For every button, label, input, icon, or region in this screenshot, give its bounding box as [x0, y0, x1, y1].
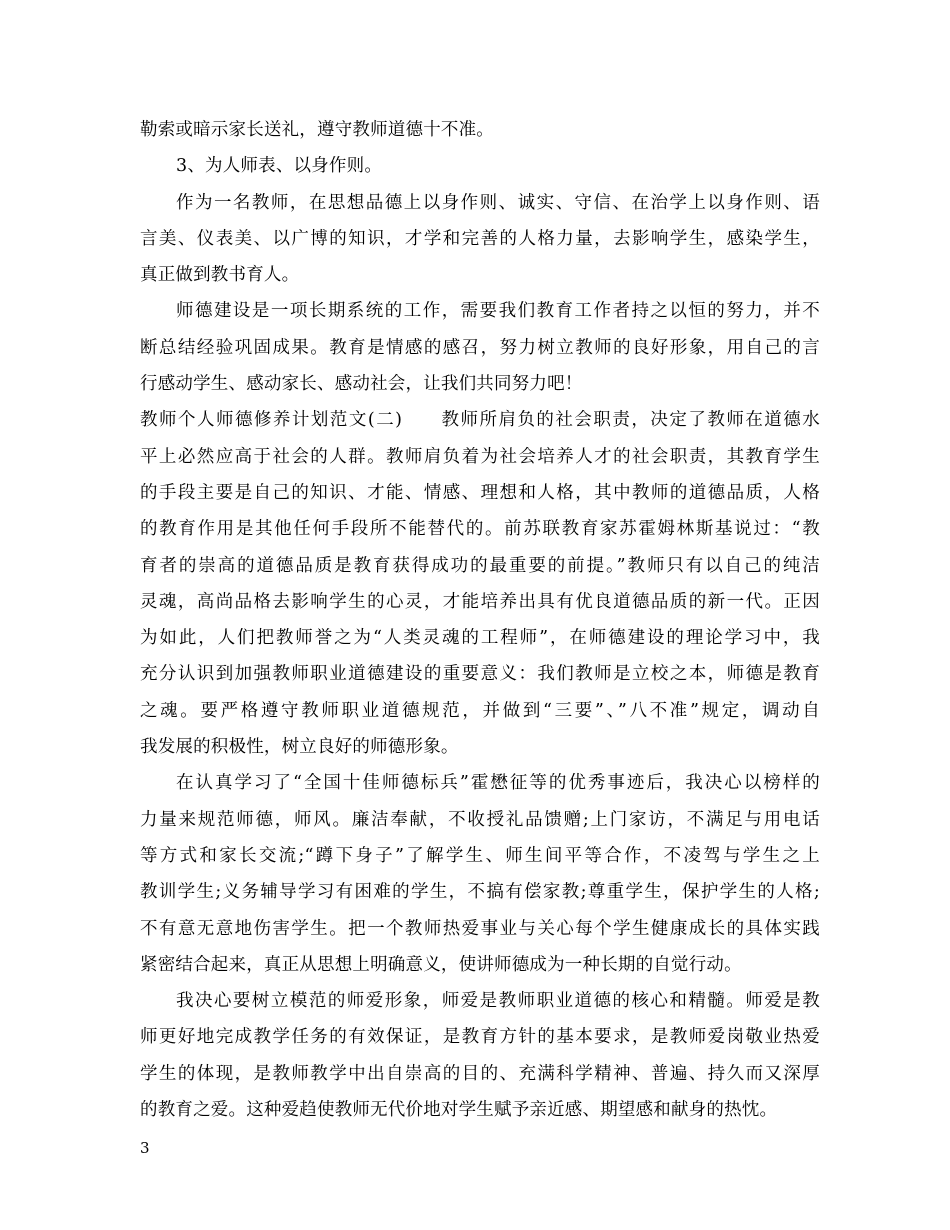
- text-line: 作为一名教师，在思想品德上以身作则、诚实、守信、在治学上以身作则、语: [176, 192, 820, 213]
- text-line: 充分认识到加强教师职业道德建设的重要意义：我们教师是立校之本，师德是教育: [140, 664, 820, 685]
- text-line: 的手段主要是自己的知识、才能、情感、理想和人格，其中教师的道德品质，人格: [140, 482, 820, 503]
- text-line: 平上必然应高于社会的人群。教师肩负着为社会培养人才的社会职责，其教育学生: [140, 446, 820, 467]
- page-number: 3: [140, 1139, 150, 1157]
- text-line: 勒索或暗示家长送礼，遵守教师道德十不准。: [140, 120, 494, 140]
- text-line: 真正做到教书育人。: [140, 265, 300, 286]
- text-line: 言美、仪表美、以广博的知识，才学和完善的人格力量，去影响学生，感染学生，: [140, 228, 820, 249]
- text-line: 断总结经验巩固成果。教育是情感的感召，努力树立教师的良好形象，用自己的言: [140, 337, 820, 358]
- text-line: 灵魂，高尚品格去影响学生的心灵，才能培养出具有优良道德品质的新一代。正因: [140, 591, 820, 612]
- text-line: 学生的体现，是教师教学中出自崇高的目的、充满科学精神、普遍、持久而又深厚: [140, 1063, 820, 1084]
- text-line: 师德建设是一项长期系统的工作，需要我们教育工作者持之以恒的努力，并不: [176, 301, 820, 322]
- text-line: 3、为人师表、以身作则。: [176, 156, 383, 177]
- text-line: 的教育之爱。这种爱趋使教师无代价地对学生赋予亲近感、期望感和献身的热忱。: [140, 1100, 778, 1121]
- text-line: 力量来规范师德，师风。廉洁奉献，不收授礼品馈赠;上门家访，不满足与用电话: [140, 809, 820, 830]
- text-line: 紧密结合起来，真正从思想上明确意义，使讲师德成为一种长期的自觉行动。: [140, 954, 742, 975]
- text-line: 教训学生;义务辅导学习有困难的学生，不搞有偿家教;尊重学生，保护学生的人格;: [140, 882, 820, 903]
- text-line: 行感动学生、感动家长、感动社会，让我们共同努力吧！: [140, 374, 583, 395]
- text-line: 在认真学习了“全国十佳师德标兵”霍懋征等的优秀事迹后，我决心以榜样的: [176, 773, 820, 794]
- text-line: 育者的崇高的道德品质是教育获得成功的最重要的前提。”教师只有以自己的纯洁: [140, 555, 820, 576]
- text-line: 我发展的积极性，树立良好的师德形象。: [140, 737, 459, 758]
- text-line: 之魂。要严格遵守教师职业道德规范，并做到“三要”、”八不准”规定，调动自: [140, 700, 820, 721]
- document-body: [140, 112, 820, 1128]
- text-line: 师更好地完成教学任务的有效保证，是教育方针的基本要求，是教师爱岗敬业热爱: [140, 1027, 820, 1048]
- text-line: 等方式和家长交流;“蹲下身子”了解学生、师生间平等合作，不凌驾与学生之上: [140, 845, 820, 866]
- text-line: 不有意无意地伤害学生。把一个教师热爱事业与关心每个学生健康成长的具体实践: [140, 918, 820, 939]
- text-line: 的教育作用是其他任何手段所不能替代的。前苏联教育家苏霍姆林斯基说过：“教: [140, 519, 820, 540]
- text-line: 教师个人师德修养计划范文(二) 教师所肩负的社会职责，决定了教师在道德水: [140, 410, 820, 431]
- text-line: 为如此，人们把教师誉之为“人类灵魂的工程师”，在师德建设的理论学习中，我: [140, 628, 820, 649]
- text-line: 我决心要树立模范的师爱形象，师爱是教师职业道德的核心和精髓。师爱是教: [176, 991, 820, 1012]
